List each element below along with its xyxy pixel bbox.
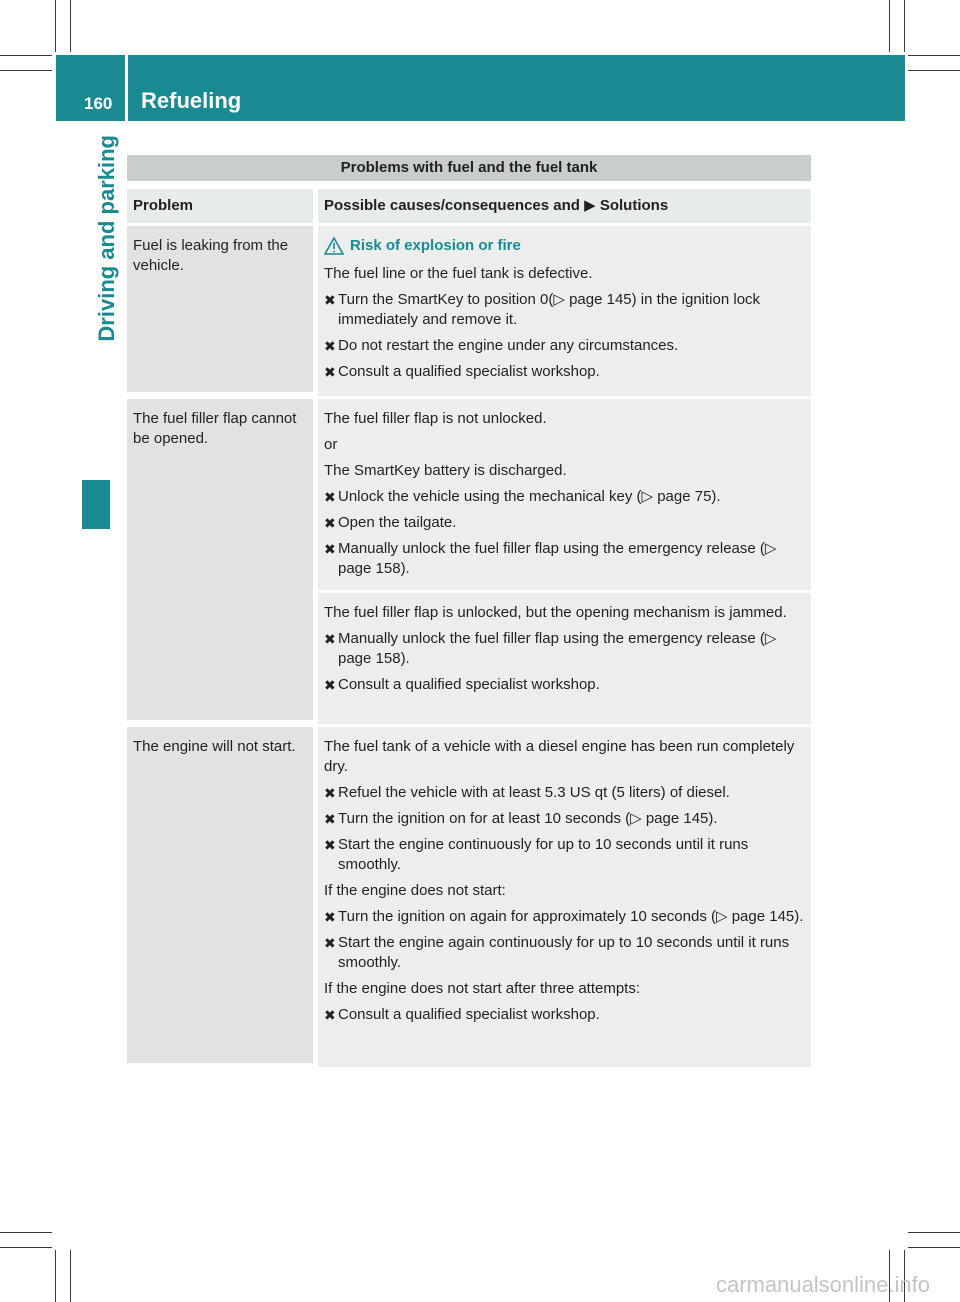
crop-mark: [70, 1250, 71, 1302]
table-row: [127, 727, 811, 1067]
problem-cell: The fuel filler flap cannot be opened.: [127, 399, 313, 720]
table-title: Problems with fuel and the fuel tank: [127, 155, 811, 181]
cause-or-text: or: [324, 436, 338, 453]
cause-text: The fuel filler flap is unlocked, but the opening mechanism is jammed.: [324, 604, 787, 621]
step-arrow-icon: ✖: [324, 541, 336, 557]
solution-arrow-icon: ▶: [584, 197, 596, 214]
table-row: [127, 226, 811, 396]
step-arrow-icon: ✖: [324, 935, 336, 951]
step-arrow-icon: ✖: [324, 515, 336, 531]
column-header-solutions-label: Solutions: [599, 197, 669, 214]
page-number: 160: [84, 94, 113, 113]
step-arrow-icon: ✖: [324, 338, 336, 354]
problem-cell: Fuel is leaking from the vehicle.: [127, 226, 313, 392]
list-item: ✖ Refuel the vehicle with at least 5.3 US qt (5 liters) of diesel.: [324, 784, 730, 801]
step-arrow-icon: ✖: [324, 909, 336, 925]
list-item: ✖ Consult a qualified specialist workshop.: [324, 1006, 600, 1023]
step-arrow-icon: ✖: [324, 631, 336, 647]
causes-cell: [318, 727, 811, 1067]
step-arrow-icon: ✖: [324, 489, 336, 505]
watermark: carmanualsonline.info: [715, 1272, 930, 1297]
step-arrow-icon: ✖: [324, 837, 336, 853]
list-item: ✖ Start the engine continuously for up to 10 seconds until it runs smoothly.: [324, 836, 749, 873]
problems-table: [127, 155, 811, 1067]
column-header-causes-label: Possible causes/consequences and: [324, 197, 580, 214]
list-item: ✖ Turn the ignition on for at least 10 seconds (▷ page 145).: [324, 810, 718, 827]
step-arrow-icon: ✖: [324, 677, 336, 693]
list-item: ✖ Do not restart the engine under any circumstances.: [324, 337, 679, 354]
crop-mark: [0, 70, 52, 71]
column-header-causes: [318, 189, 811, 223]
side-tab-marker: [82, 480, 110, 529]
crop-mark: [0, 1247, 52, 1248]
step-arrow-icon: ✖: [324, 1007, 336, 1023]
header-divider: [125, 55, 128, 121]
cause-text: The fuel filler flap is not unlocked.: [324, 410, 547, 427]
section-title: Refueling: [141, 88, 242, 113]
list-item: ✖ Unlock the vehicle using the mechanical key (▷ page 75).: [324, 488, 721, 505]
cause-text: The SmartKey battery is discharged.: [324, 462, 567, 479]
crop-mark: [0, 1232, 52, 1233]
causes-cell: [318, 593, 811, 724]
crop-mark: [908, 55, 960, 56]
table-row: [127, 399, 811, 724]
side-title-container: [82, 135, 132, 475]
warning-line: [324, 236, 805, 256]
step-arrow-icon: ✖: [324, 811, 336, 827]
crop-mark: [904, 0, 905, 52]
list-item: ✖ Manually unlock the fuel filler flap using the emergency release (▷ page 158).: [324, 540, 777, 577]
list-item: ✖ Start the engine again continuously for up to 10 seconds until it runs smoothly.: [324, 934, 790, 971]
crop-mark: [908, 1247, 960, 1248]
list-item: ✖ Open the tailgate.: [324, 514, 457, 531]
column-header-problem: Problem: [127, 189, 313, 223]
step-arrow-icon: ✖: [324, 364, 336, 380]
crop-mark: [0, 55, 52, 56]
cause-text: The fuel tank of a vehicle with a diesel engine has been run completely dry.: [324, 738, 795, 775]
cause-text: The fuel line or the fuel tank is defective.: [324, 265, 593, 282]
list-item: ✖ Consult a qualified specialist workshop.: [324, 363, 600, 380]
crop-mark: [55, 0, 56, 52]
list-item: ✖ Turn the SmartKey to position 0(▷ page 145) in the ignition lock immediately and remove it.: [324, 291, 761, 328]
crop-mark: [908, 1232, 960, 1233]
warning-triangle-icon: [324, 237, 350, 255]
step-arrow-icon: ✖: [324, 292, 336, 308]
table-header-row: [127, 189, 811, 223]
crop-mark: [70, 0, 71, 52]
crop-mark: [55, 1250, 56, 1302]
causes-cell: [318, 399, 811, 590]
causes-cell: [318, 226, 811, 396]
condition-text: If the engine does not start after three attempts:: [324, 980, 641, 997]
step-arrow-icon: ✖: [324, 785, 336, 801]
side-title: Driving and parking: [94, 135, 119, 342]
list-item: ✖ Turn the ignition on again for approximately 10 seconds (▷ page 145).: [324, 908, 804, 925]
list-item: ✖ Consult a qualified specialist workshop.: [324, 676, 600, 693]
warning-text: Risk of explosion or fire: [350, 237, 521, 254]
condition-text: If the engine does not start:: [324, 882, 506, 899]
crop-mark: [908, 70, 960, 71]
crop-mark: [889, 0, 890, 52]
list-item: ✖ Manually unlock the fuel filler flap using the emergency release (▷ page 158).: [324, 630, 777, 667]
problem-cell: The engine will not start.: [127, 727, 313, 1063]
